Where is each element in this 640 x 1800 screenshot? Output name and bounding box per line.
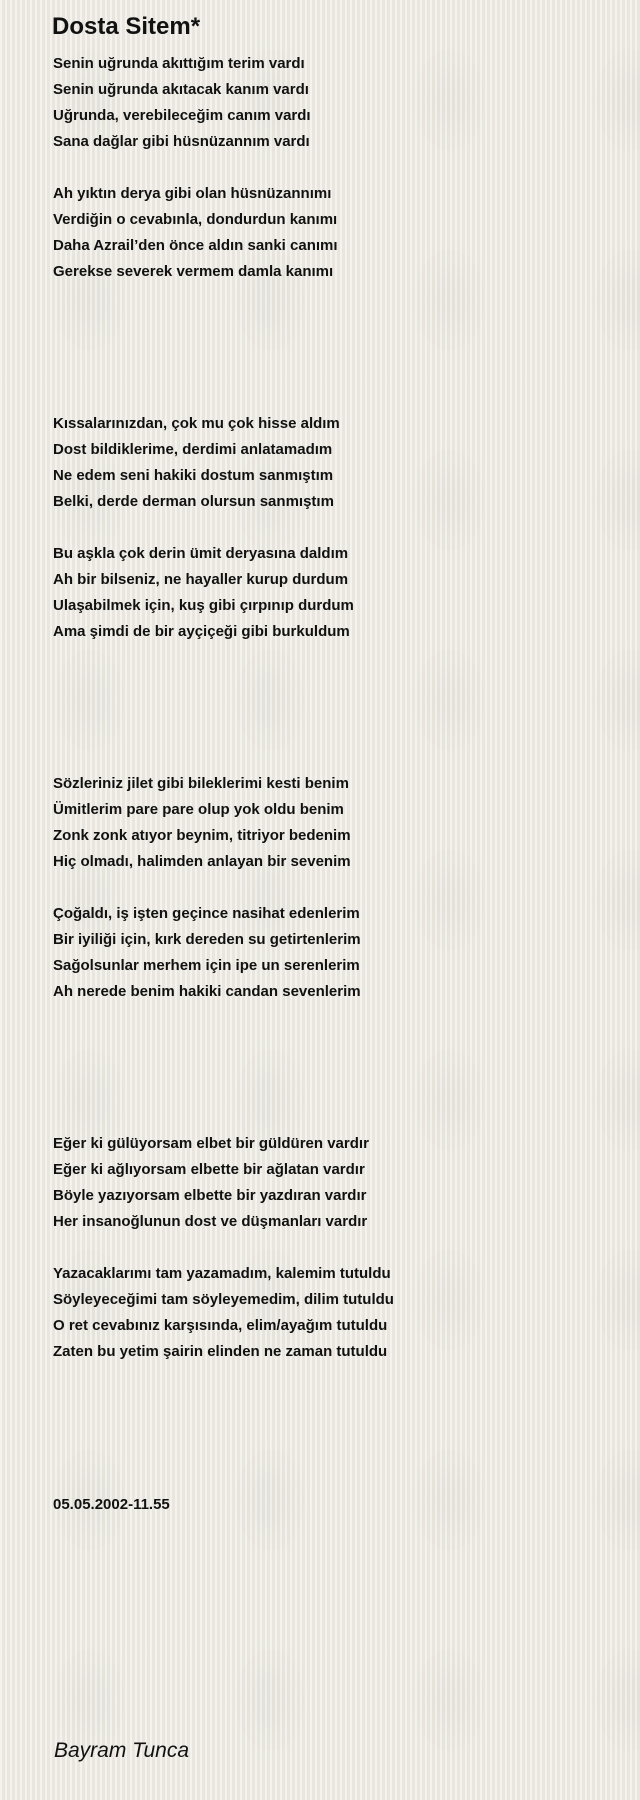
stanza-3 — [53, 411, 340, 515]
poem-line: Verdiğin o cevabınla, dondurdun kanımı — [53, 211, 338, 228]
poem-line: Belki, derde derman olursun sanmıştım — [53, 493, 334, 510]
poem-line: Her insanoğlunun dost ve düşmanları vardır — [53, 1213, 368, 1230]
poem-line: Dost bildiklerime, derdimi anlatamadım — [53, 441, 333, 458]
stanza-1 — [53, 51, 311, 155]
poem-line: Sağolsunlar merhem için ipe un serenlerim — [53, 957, 360, 974]
poem-line: Böyle yazıyorsam elbette bir yazdıran vardır — [53, 1187, 367, 1204]
poem-line: Yazacaklarımı tam yazamadım, kalemim tutuldu — [53, 1265, 391, 1282]
poem-line: Eğer ki gülüyorsam elbet bir güldüren vardır — [53, 1135, 369, 1152]
poem-line: Çoğaldı, iş işten geçince nasihat edenlerim — [53, 905, 360, 922]
poem-line: Gerekse severek vermem damla kanımı — [53, 263, 334, 280]
stanza-6 — [53, 901, 361, 1005]
poem-line: Ah bir bilseniz, ne hayaller kurup durdum — [53, 571, 349, 588]
poem-line: Ulaşabilmek için, kuş gibi çırpınıp durdum — [53, 597, 354, 614]
poem-line: Daha Azrail’den önce aldın sanki canımı — [53, 237, 338, 254]
poem-line: Uğrunda, verebileceğim canım vardı — [53, 107, 311, 124]
poem-line: Ah nerede benim hakiki candan sevenlerim — [53, 983, 361, 1000]
poem-line: Eğer ki ağlıyorsam elbette bir ağlatan vardır — [53, 1161, 365, 1178]
poem-line: Sözleriniz jilet gibi bileklerimi kesti benim — [53, 775, 349, 792]
poem-author: Bayram Tunca — [54, 1739, 189, 1762]
poem-line: Bir iyiliği için, kırk dereden su getirtenlerim — [53, 931, 361, 948]
poem-line: Ne edem seni hakiki dostum sanmıştım — [53, 467, 334, 484]
poem-line: Senin uğrunda akıtacak kanım vardı — [53, 81, 309, 98]
poem-title: Dosta Sitem* — [52, 13, 201, 40]
stanza-7 — [53, 1131, 369, 1235]
poem-line: Zonk zonk atıyor beynim, titriyor bedenim — [53, 827, 351, 844]
poem-line: Senin uğrunda akıttığım terim vardı — [53, 55, 305, 72]
poem-line: Söyleyeceğimi tam söyleyemedim, dilim tutuldu — [53, 1291, 394, 1308]
poem-line: O ret cevabınız karşısında, elim/ayağım tutuldu — [53, 1317, 388, 1334]
poem-line: Bu aşkla çok derin ümit deryasına daldım — [53, 545, 349, 562]
poem-line: Hiç olmadı, halimden anlayan bir sevenim — [53, 853, 351, 870]
stanza-4 — [53, 541, 354, 645]
poem-line: Zaten bu yetim şairin elinden ne zaman tutuldu — [53, 1343, 388, 1360]
stanza-8 — [53, 1261, 394, 1365]
poem-line: Ümitlerim pare pare olup yok oldu benim — [53, 801, 344, 818]
poem-line: Kıssalarınızdan, çok mu çok hisse aldım — [53, 415, 340, 432]
stanza-5 — [53, 771, 351, 875]
poem-line: Ah yıktın derya gibi olan hüsnüzannımı — [53, 185, 332, 202]
stanza-2 — [53, 181, 338, 285]
poem-date: 05.05.2002-11.55 — [53, 1496, 170, 1513]
poem-line: Sana dağlar gibi hüsnüzannım vardı — [53, 133, 310, 150]
poem-line: Ama şimdi de bir ayçiçeği gibi burkuldum — [53, 623, 350, 640]
